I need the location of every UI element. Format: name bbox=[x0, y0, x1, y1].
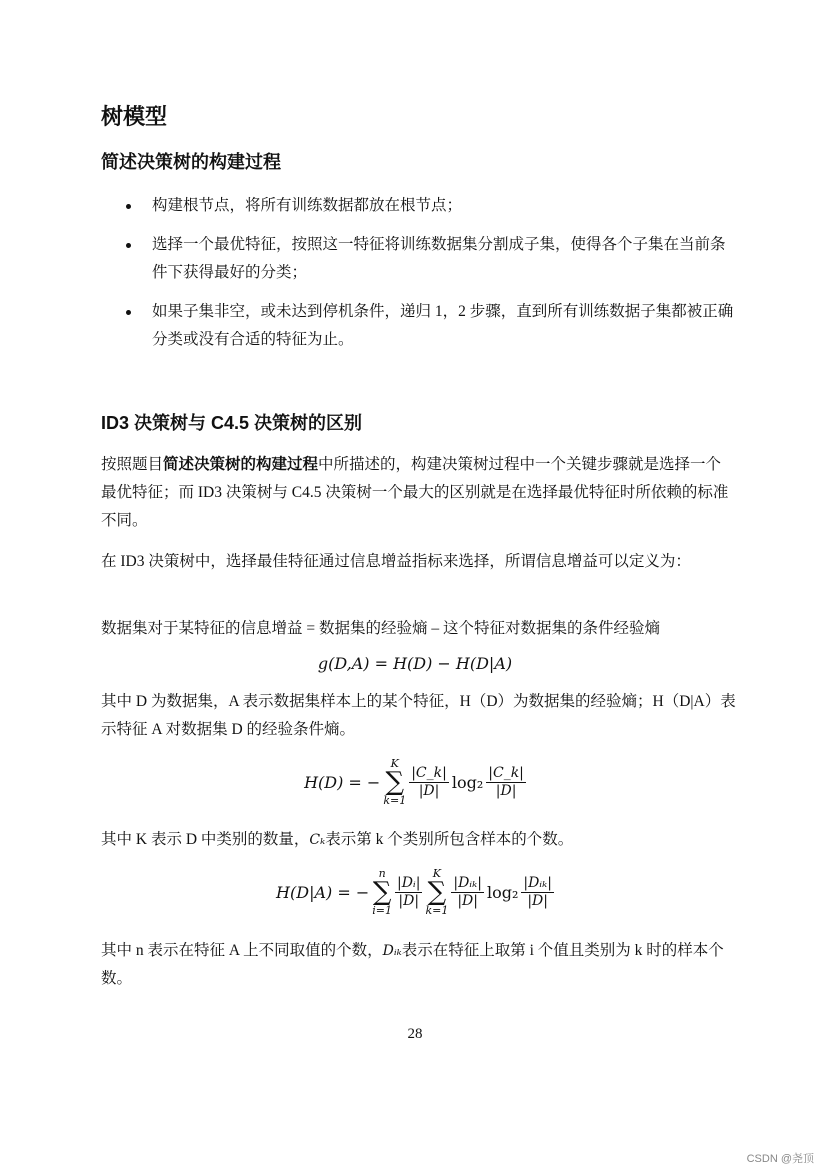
formula-lhs: H(D) = − bbox=[304, 772, 381, 792]
bullet-icon bbox=[126, 310, 131, 315]
list-item bbox=[101, 298, 736, 354]
fraction bbox=[395, 875, 422, 910]
denominator: |D| bbox=[398, 892, 420, 909]
watermark: CSDN @尧顶 bbox=[746, 1153, 814, 1165]
numerator: |Dᵢₖ| bbox=[523, 874, 552, 891]
paragraph-k-definition bbox=[101, 826, 736, 854]
text: 其中 n 表示在特征 A 上不同取值的个数， bbox=[101, 942, 383, 959]
text: 按照题目 bbox=[101, 456, 164, 473]
page-title: 树模型 bbox=[101, 104, 168, 129]
paragraph-intro bbox=[101, 451, 736, 535]
sum-top: K bbox=[390, 757, 399, 770]
numerator: |C_k| bbox=[411, 764, 447, 781]
numerator: |C_k| bbox=[488, 764, 524, 781]
sum-symbol: n ∑ i=1 bbox=[372, 867, 392, 917]
list-item-text: 如果子集非空，或未达到停机条件，递归 1，2 步骤，直到所有训练数据子集都被正确分类或没有合适的特征为止。 bbox=[152, 303, 734, 348]
bullet-icon bbox=[126, 204, 131, 209]
paragraph-n-definition bbox=[101, 937, 736, 993]
math-symbol: Dᵢₖ bbox=[382, 943, 402, 959]
sum-bottom: k=1 bbox=[383, 794, 407, 807]
list-item bbox=[101, 192, 736, 220]
math-symbol: Cₖ bbox=[309, 832, 326, 848]
fraction bbox=[486, 765, 526, 800]
sum-symbol: K ∑ k=1 bbox=[425, 867, 449, 917]
paragraph-definitions: 其中 D 为数据集，A 表示数据集样本上的某个特征，H（D）为数据集的经验熵；H（D|A）表示特征 A 对数据集 D 的经验条件熵。 bbox=[101, 693, 736, 738]
paragraph-id3: 在 ID3 决策树中，选择最佳特征通过信息增益指标来选择，所谓信息增益可以定义为： bbox=[101, 553, 691, 570]
text: 表示在特征上取第 i 个值且类别为 k 时的样本个数。 bbox=[101, 942, 724, 987]
fraction bbox=[521, 875, 554, 910]
formula-lhs: H(D|A) = − bbox=[276, 882, 370, 902]
text: 表示第 k 个类别所包含样本的个数。 bbox=[325, 831, 574, 848]
fraction bbox=[409, 765, 449, 800]
sum-bottom: k=1 bbox=[425, 904, 449, 917]
log: log₂ bbox=[486, 882, 519, 902]
section-heading-construction: 简述决策树的构建过程 bbox=[101, 152, 281, 172]
denominator: |D| bbox=[457, 892, 478, 909]
list-item bbox=[101, 231, 736, 287]
text: 其中 K 表示 D 中类别的数量， bbox=[101, 831, 310, 848]
sum-symbol: K ∑ k=1 bbox=[383, 757, 407, 807]
sum-bottom: i=1 bbox=[372, 904, 392, 917]
fraction bbox=[451, 875, 484, 910]
numerator: |Dᵢ| bbox=[396, 874, 421, 891]
list-item-text: 选择一个最优特征，按照这一特征将训练数据集分割成子集，使得各个子集在当前条件下获得最好的分类； bbox=[152, 236, 726, 281]
formula-conditional-entropy bbox=[0, 868, 830, 916]
bullet-icon bbox=[126, 243, 131, 248]
sum-top: n bbox=[378, 867, 386, 880]
bold-reference: 简述决策树的构建过程 bbox=[163, 456, 319, 473]
section-heading-id3-vs-c45: ID3 决策树与 C4.5 决策树的区别 bbox=[101, 413, 363, 433]
log: log₂ bbox=[451, 772, 484, 792]
paragraph-info-gain: 数据集对于某特征的信息增益 = 数据集的经验熵 – 这个特征对数据集的条件经验熵 bbox=[101, 620, 660, 637]
denominator: |D| bbox=[418, 782, 440, 799]
denominator: |D| bbox=[495, 782, 517, 799]
list-item-text: 构建根节点，将所有训练数据都放在根节点； bbox=[152, 197, 463, 214]
sum-top: K bbox=[432, 867, 442, 880]
numerator: |Dᵢₖ| bbox=[453, 874, 482, 891]
formula-entropy bbox=[0, 758, 830, 806]
page-number: 28 bbox=[407, 1026, 423, 1042]
denominator: |D| bbox=[527, 892, 548, 909]
text: 中所描述的，构建决策树过程中一个关键步骤就是选择一个最优特征；而 ID3 决策树与 C4.5 决策树一个最大的区别就是在选择最优特征时所依赖的标准不同。 bbox=[101, 456, 729, 529]
formula-info-gain: g(D,A) = H(D) − H(D|A) bbox=[317, 654, 513, 673]
construction-steps-list bbox=[101, 192, 736, 365]
